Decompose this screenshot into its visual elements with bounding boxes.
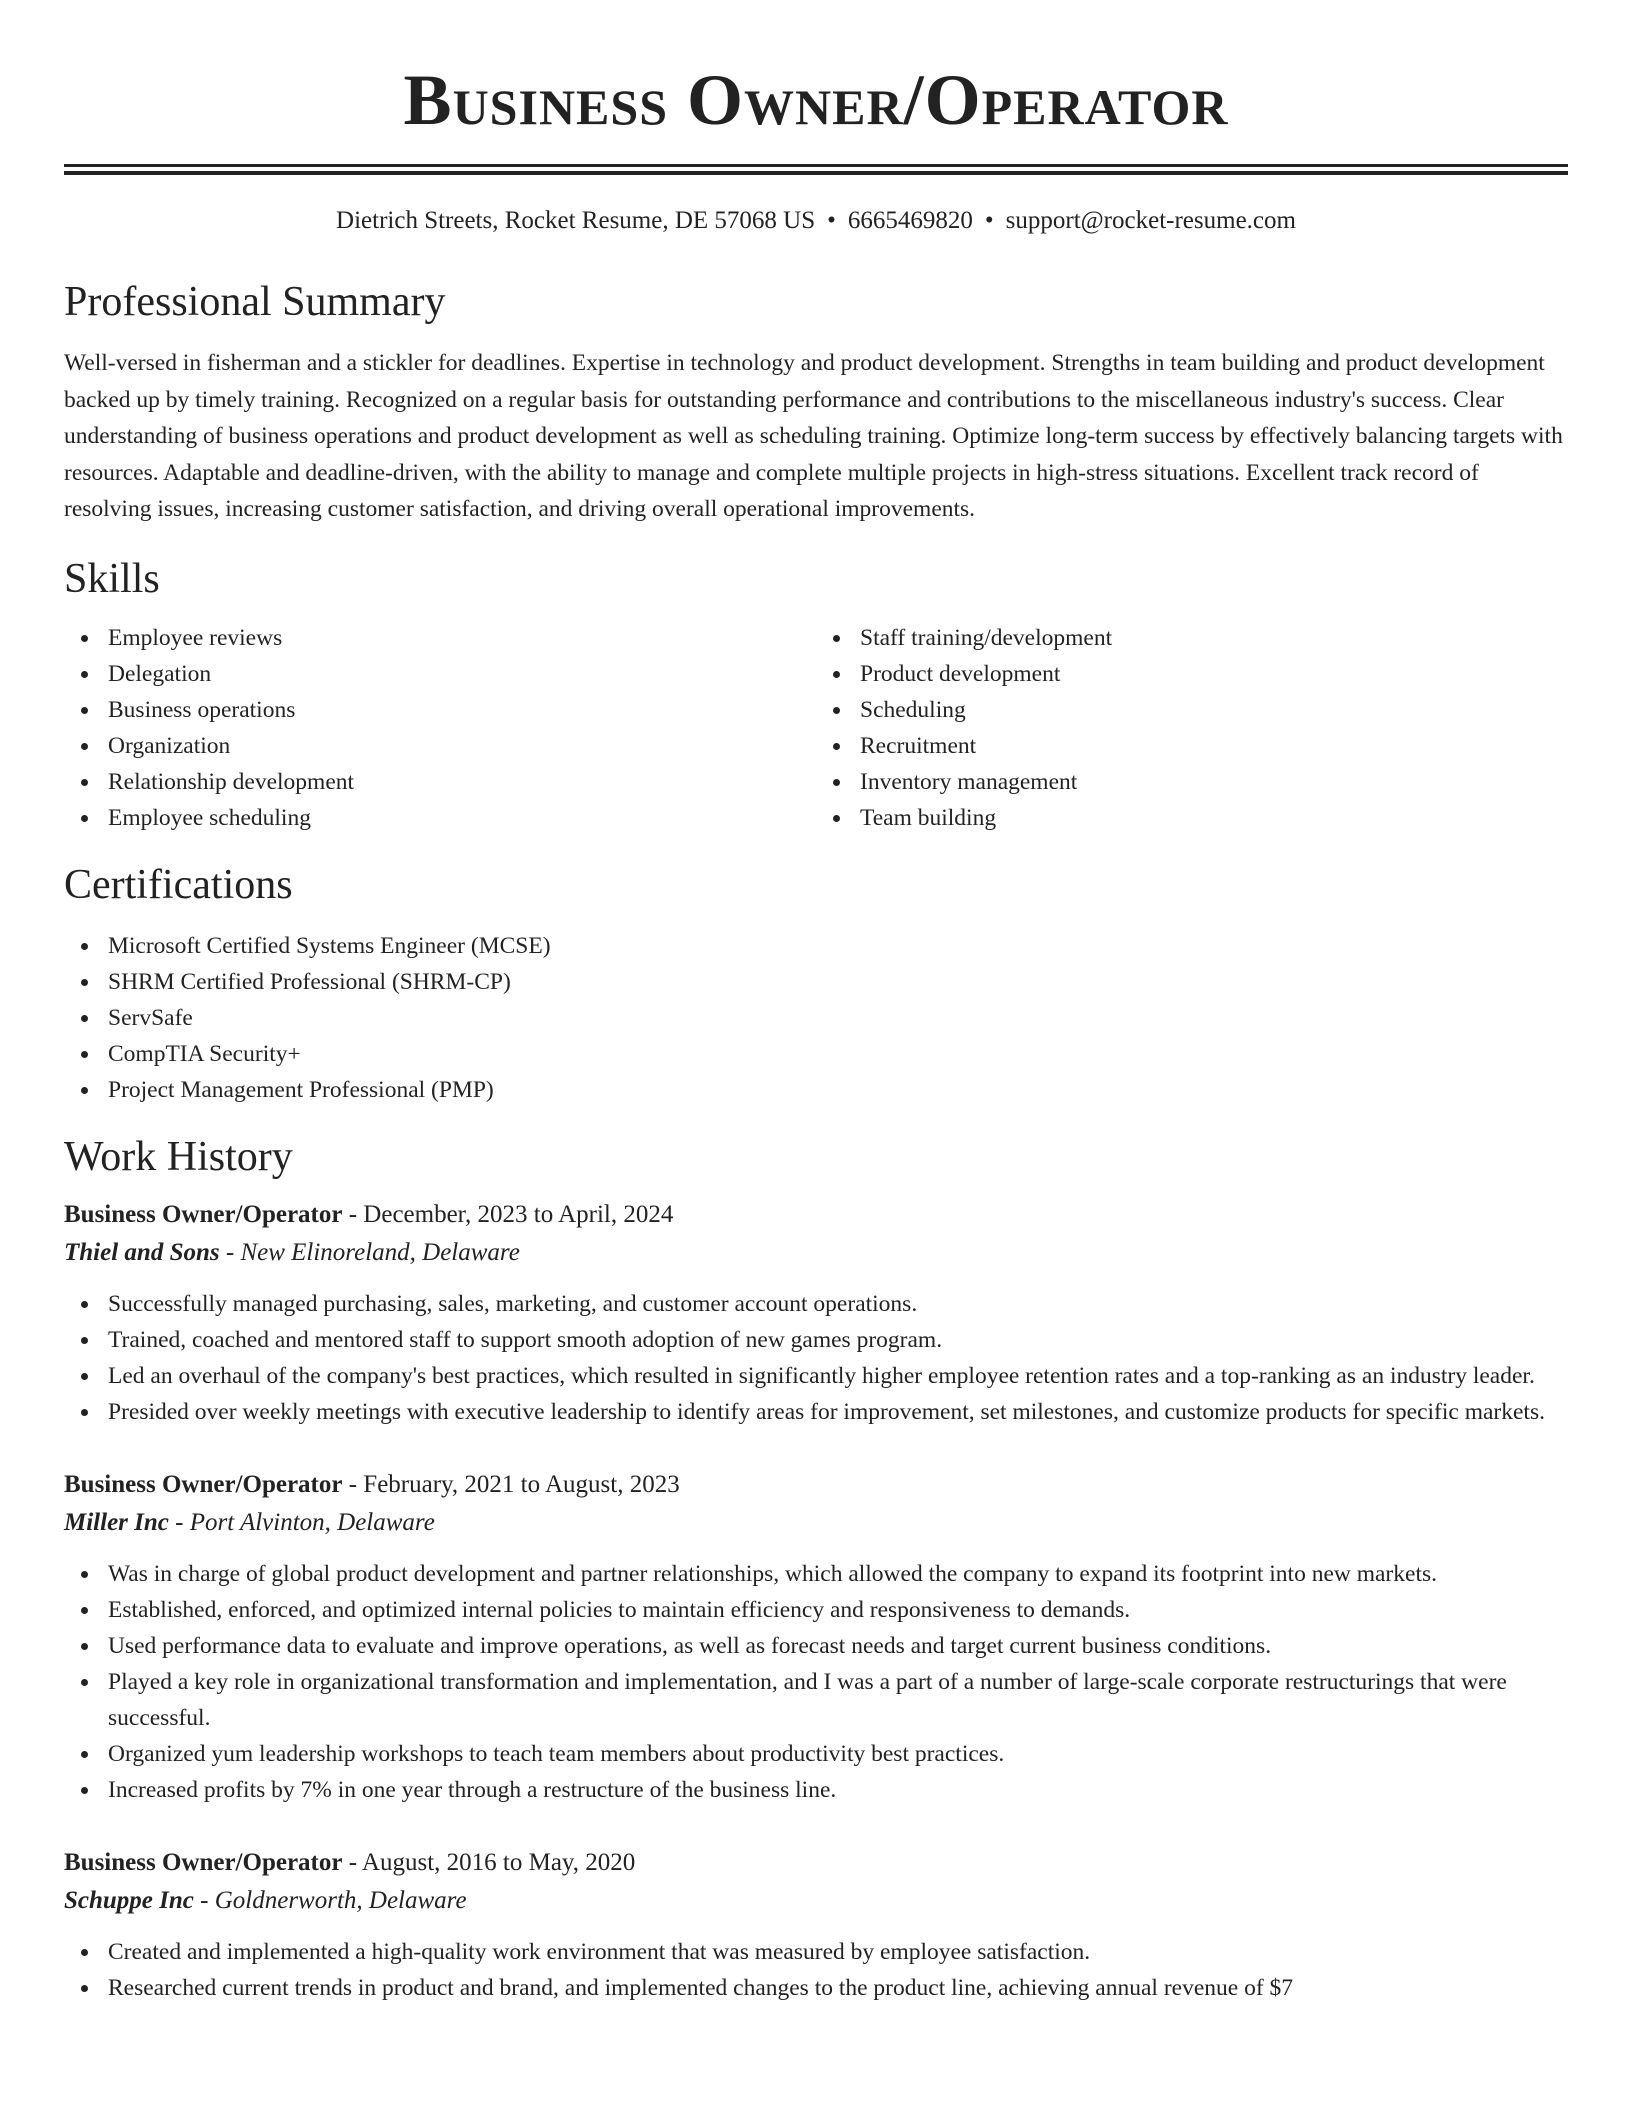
skills-heading: Skills <box>64 555 160 602</box>
certification-item: Microsoft Certified Systems Engineer (MCSE) <box>108 928 1568 964</box>
summary-text: Well-versed in fisherman and a stickler for deadlines. Expertise in technology and product development. Strengths in team building and product development backed up by timely training. Recognized on a regular basis for outstanding performance and contributions to the miscellaneous industry's success. Clear understanding of business operations and product development as well as scheduling training. Optimize long-term success by effectively balancing targets with resources. Adaptable and deadline-driven, with the ability to manage and complete multiple projects in high-stress situations. Excellent track record of resolving issues, increasing customer satisfaction, and driving overall operational improvements. <box>64 350 1563 522</box>
job-title-line: Business Owner/Operator - February, 2021 to August, 2023 <box>64 1470 680 1498</box>
resume-title: Business Owner/Operator <box>403 60 1229 140</box>
summary-heading: Professional Summary <box>64 279 446 325</box>
skills-list-left <box>64 620 816 836</box>
skill-item: Delegation <box>108 656 816 692</box>
work-history-section <box>64 1132 1568 2006</box>
skill-item: Team building <box>860 800 1568 836</box>
certification-item: ServSafe <box>108 1000 1568 1036</box>
job-company: Schuppe Inc <box>64 1886 194 1914</box>
job-company-line: Schuppe Inc - Goldnerworth, Delaware <box>64 1886 467 1914</box>
certifications-heading: Certifications <box>64 861 293 908</box>
skill-item: Inventory management <box>860 764 1568 800</box>
job-bullet: Trained, coached and mentored staff to support smooth adoption of new games program. <box>108 1322 1568 1358</box>
skill-item: Recruitment <box>860 728 1568 764</box>
skill-item: Scheduling <box>860 692 1568 728</box>
job-title: Business Owner/Operator <box>64 1848 343 1876</box>
job-company-line: Miller Inc - Port Alvinton, Delaware <box>64 1508 435 1536</box>
summary-section <box>64 277 1568 528</box>
skill-item: Employee scheduling <box>108 800 816 836</box>
job-bullet: Was in charge of global product development and partner relationships, which allowed the company to expand its footprint into new markets. <box>108 1556 1568 1592</box>
job-dates: December, 2023 to April, 2024 <box>363 1200 674 1228</box>
job-bullet: Successfully managed purchasing, sales, marketing, and customer account operations. <box>108 1286 1568 1322</box>
skill-item: Relationship development <box>108 764 816 800</box>
job-entry <box>64 1196 1568 1430</box>
job-bullet: Created and implemented a high-quality work environment that was measured by employee satisfaction. <box>108 1934 1568 1970</box>
contact-separator: • <box>984 207 994 234</box>
contact-separator: • <box>827 207 836 234</box>
skill-item: Staff training/development <box>860 620 1568 656</box>
job-bullet: Increased profits by 7% in one year through a restructure of the business line. <box>108 1772 1568 1808</box>
job-title-line: Business Owner/Operator - December, 2023 to April, 2024 <box>64 1200 674 1228</box>
contact-phone: 6665469820 <box>847 207 973 234</box>
work-history-heading: Work History <box>64 1133 293 1180</box>
contact-address: Dietrich Streets, Rocket Resume, DE 57068 US <box>336 207 816 234</box>
job-bullet: Established, enforced, and optimized internal policies to maintain efficiency and responsiveness to demands. <box>108 1592 1568 1628</box>
job-bullet: Used performance data to evaluate and improve operations, as well as forecast needs and target current business conditions. <box>108 1628 1568 1664</box>
job-bullet: Researched current trends in product and brand, and implemented changes to the product line, achieving annual revenue of $7 <box>108 1970 1568 2006</box>
contact-email: support@rocket-resume.com <box>1005 207 1296 234</box>
skills-grid <box>64 620 1568 836</box>
skills-list-right <box>816 620 1568 836</box>
skill-item: Product development <box>860 656 1568 692</box>
job-bullets <box>64 1286 1568 1430</box>
job-title: Business Owner/Operator <box>64 1200 343 1228</box>
job-entry <box>64 1844 1568 2006</box>
job-location: Port Alvinton, Delaware <box>189 1508 435 1536</box>
job-company-line: Thiel and Sons - New Elinoreland, Delaware <box>64 1238 520 1266</box>
title-divider <box>64 164 1568 167</box>
job-dates: February, 2021 to August, 2023 <box>363 1470 680 1498</box>
job-title: Business Owner/Operator <box>64 1470 343 1498</box>
job-bullets <box>64 1934 1568 2006</box>
job-bullet: Played a key role in organizational transformation and implementation, and I was a part of a number of large-scale corporate restructurings that were successful. <box>108 1664 1568 1736</box>
certifications-section <box>64 860 1568 1108</box>
certification-item: CompTIA Security+ <box>108 1036 1568 1072</box>
skill-item: Business operations <box>108 692 816 728</box>
job-title-line: Business Owner/Operator - August, 2016 to May, 2020 <box>64 1848 636 1876</box>
job-dates: August, 2016 to May, 2020 <box>361 1848 636 1876</box>
certifications-list <box>64 928 1568 1108</box>
job-location: New Elinoreland, Delaware <box>240 1238 520 1266</box>
skills-section <box>64 554 1568 836</box>
contact-line <box>64 205 1568 237</box>
skill-item: Organization <box>108 728 816 764</box>
job-company: Miller Inc <box>64 1508 169 1536</box>
certification-item: SHRM Certified Professional (SHRM-CP) <box>108 964 1568 1000</box>
job-bullet: Presided over weekly meetings with executive leadership to identify areas for improvement, set milestones, and customize products for specific markets. <box>108 1394 1568 1430</box>
job-company: Thiel and Sons <box>64 1238 220 1266</box>
job-entry <box>64 1466 1568 1808</box>
job-bullets <box>64 1556 1568 1808</box>
skill-item: Employee reviews <box>108 620 816 656</box>
job-bullet: Organized yum leadership workshops to teach team members about productivity best practices. <box>108 1736 1568 1772</box>
job-bullet: Led an overhaul of the company's best practices, which resulted in significantly higher employee retention rates and a top-ranking as an industry leader. <box>108 1358 1568 1394</box>
job-location: Goldnerworth, Delaware <box>214 1886 467 1914</box>
certification-item: Project Management Professional (PMP) <box>108 1072 1568 1108</box>
